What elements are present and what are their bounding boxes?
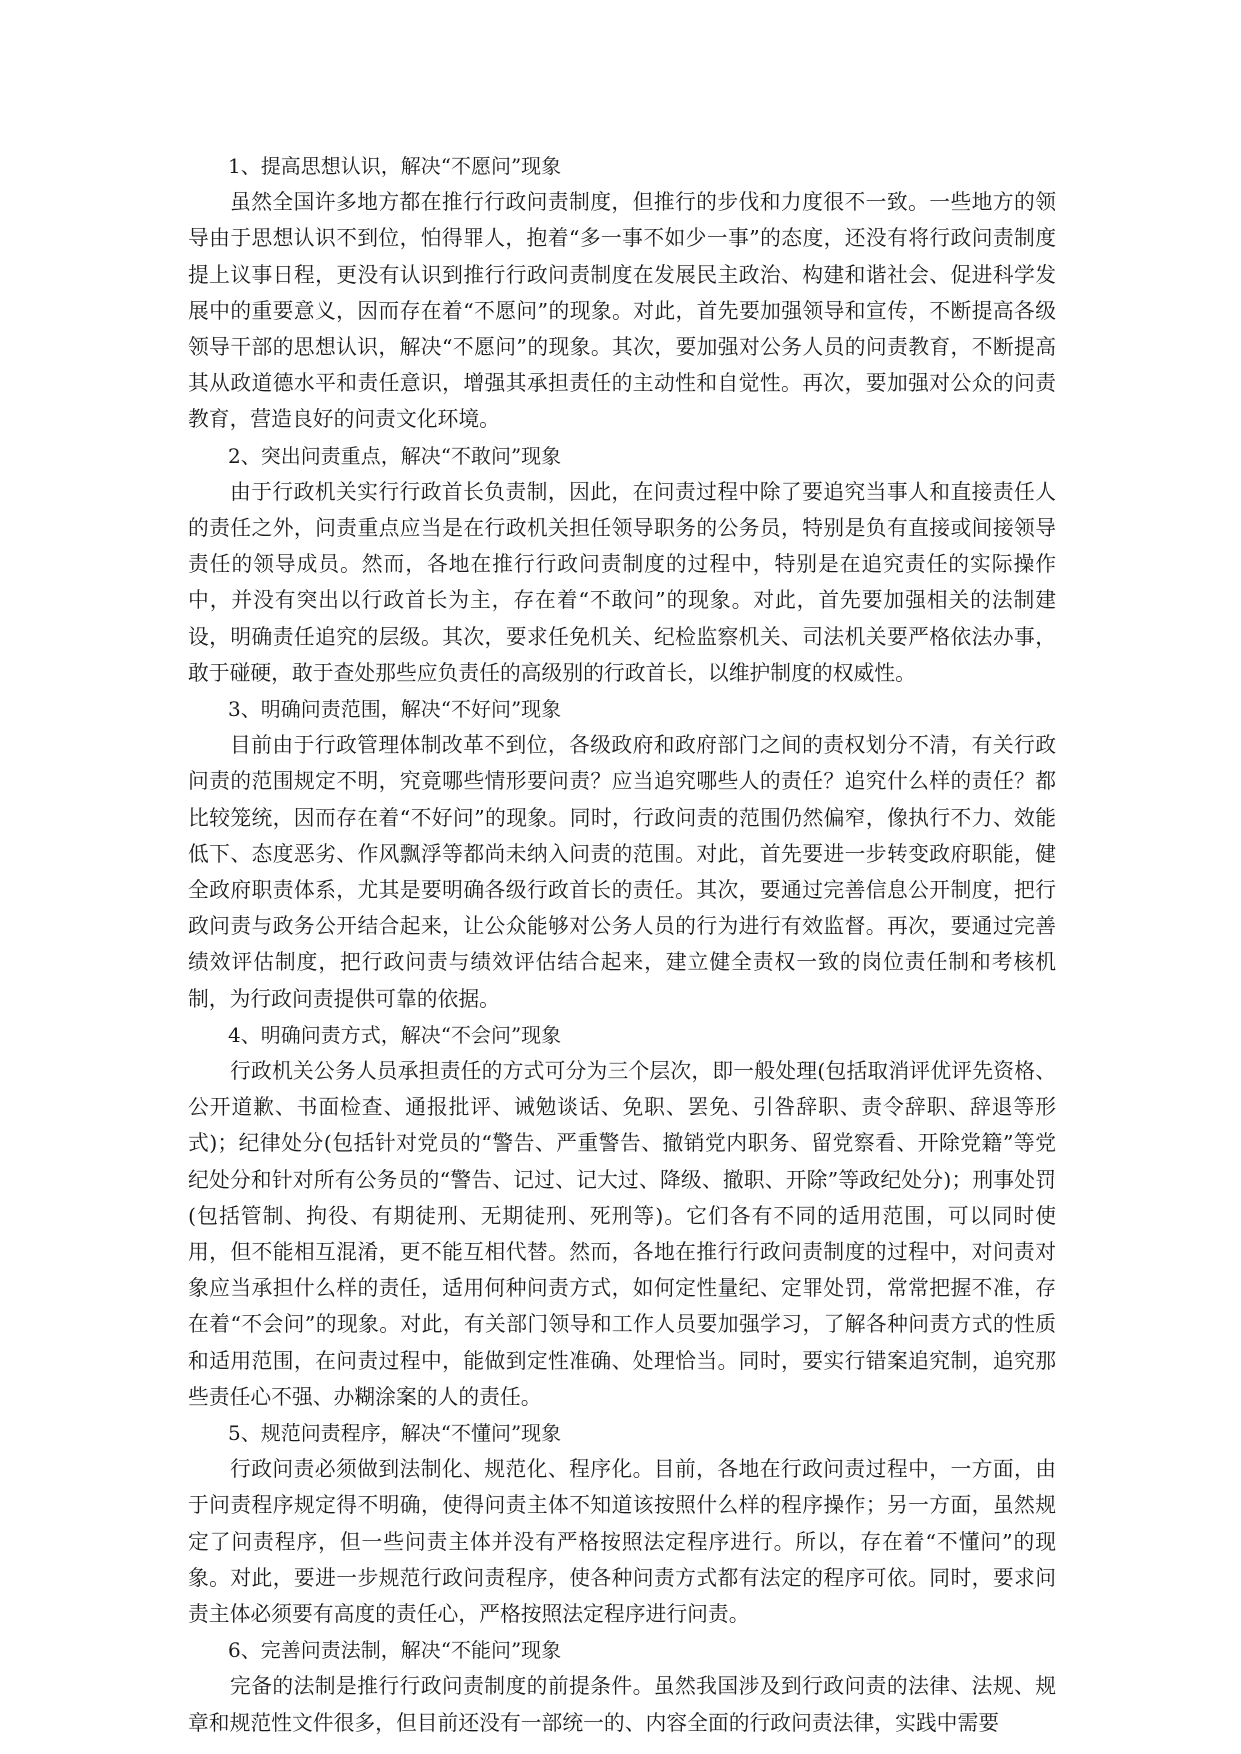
section-paragraph: 行政机关公务人员承担责任的方式可分为三个层次，即一般处理(包括取消评优评先资格、公开道歉、书面检查、通报批评、诫勉谈话、免职、罢免、引咎辞职、责令辞职、辞退等形式)；纪律处分(包括针对党员的“警告、严重警告、撤销党内职务、留党察看、开除党籍”等党纪处分和针对所有公务员的“警告、记过、记大过、降级、撤职、开除”等政纪处分)；刑事处罚(包括管制、拘役、有期徒刑、无期徒刑、死刑等)。它们各有不同的适用范围，可以同时使用，但不能相互混淆，更不能互相代替。然而，各地在推行行政问责制度的过程中，对问责对象应当承担什么样的责任，适用何种问责方式，如何定性量纪、定罪处罚，常常把握不准，存在着“不会问”的现象。对此，有关部门领导和工作人员要加强学习，了解各种问责方式的性质和适用范围，在问责过程中，能做到定性准确、处理恰当。同时，要实行错案追究制，追究那些责任心不强、办糊涂案的人的责任。: [188, 1059, 1056, 1409]
section-paragraph: 目前由于行政管理体制改革不到位，各级政府和政府部门之间的责权划分不清，有关行政问责的范围规定不明，究竟哪些情形要问责？应当追究哪些人的责任？追究什么样的责任？都比较笼统，因而存在着“不好问”的现象。同时，行政问责的范围仍然偏窄，像执行不力、效能低下、态度恶劣、作风飘浮等都尚未纳入问责的范围。对此，首先要进一步转变政府职能，健全政府职责体系，尤其是要明确各级行政首长的责任。其次，要通过完善信息公开制度，把行政问责与政务公开结合起来，让公众能够对公务人员的行为进行有效监督。再次，要通过完善绩效评估制度，把行政问责与绩效评估结合起来，建立健全责权一致的岗位责任制和考核机制，为行政问责提供可靠的依据。: [188, 733, 1056, 1011]
section-heading: 6、完善问责法制，解决“不能问”现象: [228, 1638, 562, 1663]
section-paragraph: 由于行政机关实行行政首长负责制，因此，在问责过程中除了要追究当事人和直接责任人的责任之外，问责重点应当是在行政机关担任领导职务的公务员，特别是负有直接或间接领导责任的领导成员。然而，各地在推行行政问责制度的过程中，特别是在追究责任的实际操作中，并没有突出以行政首长为主，存在着“不敢问”的现象。对此，首先要加强相关的法制建设，明确责任追究的层级。其次，要求任免机关、纪检监察机关、司法机关要严格依法办事，敢于碰硬，敢于查处那些应负责任的高级别的行政首长，以维护制度的权威性。: [188, 479, 1056, 685]
section-heading: 3、明确问责范围，解决“不好问”现象: [228, 697, 562, 722]
section-heading: 1、提高思想认识，解决“不愿问”现象: [228, 154, 562, 178]
section-paragraph: 行政问责必须做到法制化、规范化、程序化。目前，各地在行政问责过程中，一方面，由于问责程序规定得不明确，使得问责主体不知道该按照什么样的程序操作；另一方面，虽然规定了问责程序，但一些问责主体并没有严格按照法定程序进行。所以，存在着“不懂问”的现象。对此，要进一步规范行政问责程序，使各种问责方式都有法定的程序可依。同时，要求问责主体必须要有高度的责任心，严格按照法定程序进行问责。: [188, 1457, 1056, 1627]
section-paragraph: 虽然全国许多地方都在推行行政问责制度，但推行的步伐和力度很不一致。一些地方的领导由于思想认识不到位，怕得罪人，抱着“多一事不如少一事”的态度，还没有将行政问责制度提上议事日程，更没有认识到推行行政问责制度在发展民主政治、构建和谐社会、促进科学发展中的重要意义，因而存在着“不愿问”的现象。对此，首先要加强领导和宣传，不断提高各级领导干部的思想认识，解决“不愿问”的现象。其次，要加强对公务人员的问责教育，不断提高其从政道德水平和责任意识，增强其承担责任的主动性和自觉性。再次，要加强对公众的问责教育，营造良好的问责文化环境。: [188, 190, 1056, 432]
section-heading: 5、规范问责程序，解决“不懂问”现象: [228, 1421, 562, 1446]
section-paragraph: 完备的法制是推行行政问责制度的前提条件。虽然我国涉及到行政问责的法律、法规、规章和规范性文件很多，但目前还没有一部统一的、内容全面的行政问责法律，实践中需要: [188, 1674, 1056, 1735]
section-heading: 2、突出问责重点，解决“不敢问”现象: [228, 443, 562, 468]
document-page: [188, 148, 1056, 1741]
section-heading: 4、明确问责方式，解决“不会问”现象: [228, 1022, 562, 1047]
